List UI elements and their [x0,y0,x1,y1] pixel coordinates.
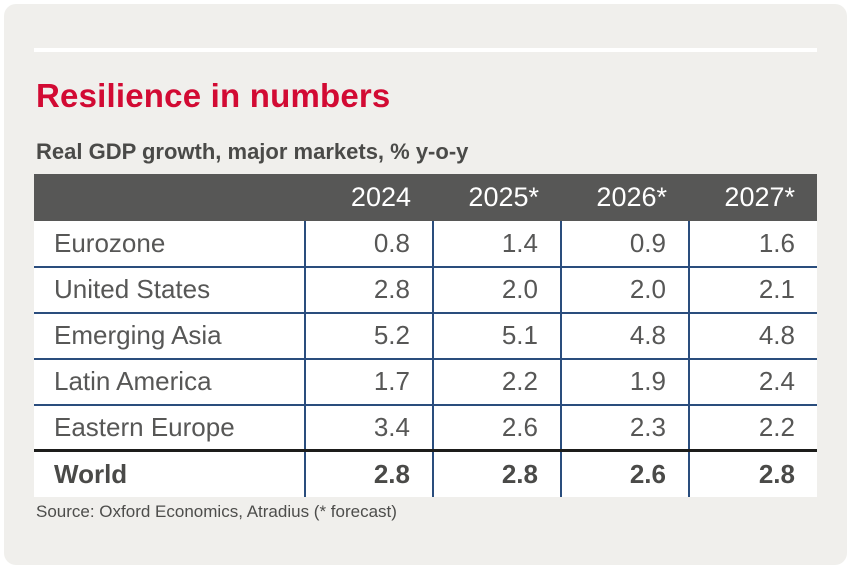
table-subtitle: Real GDP growth, major markets, % y-o-y [36,138,469,164]
cell-value: 5.1 [433,313,561,359]
top-divider [34,48,817,52]
table-row-emerging-asia [34,313,817,359]
cell-value: 5.2 [305,313,433,359]
content-card [4,4,847,565]
table-header-row [34,174,817,221]
cell-value: 2.1 [689,267,817,313]
cell-value: 2.8 [689,451,817,497]
table-row-eastern-europe [34,405,817,451]
header-cell-blank [34,174,305,221]
cell-value: 1.7 [305,359,433,405]
header-cell-2025: 2025* [433,174,561,221]
row-label: Latin America [34,359,305,405]
cell-value: 4.8 [689,313,817,359]
cell-value: 2.6 [433,405,561,451]
row-label: United States [34,267,305,313]
header-cell-2024: 2024 [305,174,433,221]
cell-value: 1.9 [561,359,689,405]
header-cell-2026: 2026* [561,174,689,221]
cell-value: 2.0 [561,267,689,313]
cell-value: 2.8 [433,451,561,497]
row-label: Eastern Europe [34,405,305,451]
table-row-latin-america [34,359,817,405]
cell-value: 2.0 [433,267,561,313]
cell-value: 2.4 [689,359,817,405]
source-note: Source: Oxford Economics, Atradius (* forecast) [36,501,397,521]
cell-value: 2.8 [305,267,433,313]
header-cell-2027: 2027* [689,174,817,221]
row-label: Eurozone [34,221,305,267]
cell-value: 2.8 [305,451,433,497]
cell-value: 0.9 [561,221,689,267]
cell-value: 2.3 [561,405,689,451]
table-row-united-states [34,267,817,313]
cell-value: 0.8 [305,221,433,267]
cell-value: 3.4 [305,405,433,451]
cell-value: 1.4 [433,221,561,267]
table-row-eurozone [34,221,817,267]
row-label: Emerging Asia [34,313,305,359]
row-label: World [34,451,305,497]
table-row-world [34,451,817,497]
cell-value: 1.6 [689,221,817,267]
cell-value: 4.8 [561,313,689,359]
page-title: Resilience in numbers [36,77,391,114]
cell-value: 2.2 [689,405,817,451]
gdp-growth-table [34,174,817,497]
cell-value: 2.2 [433,359,561,405]
cell-value: 2.6 [561,451,689,497]
